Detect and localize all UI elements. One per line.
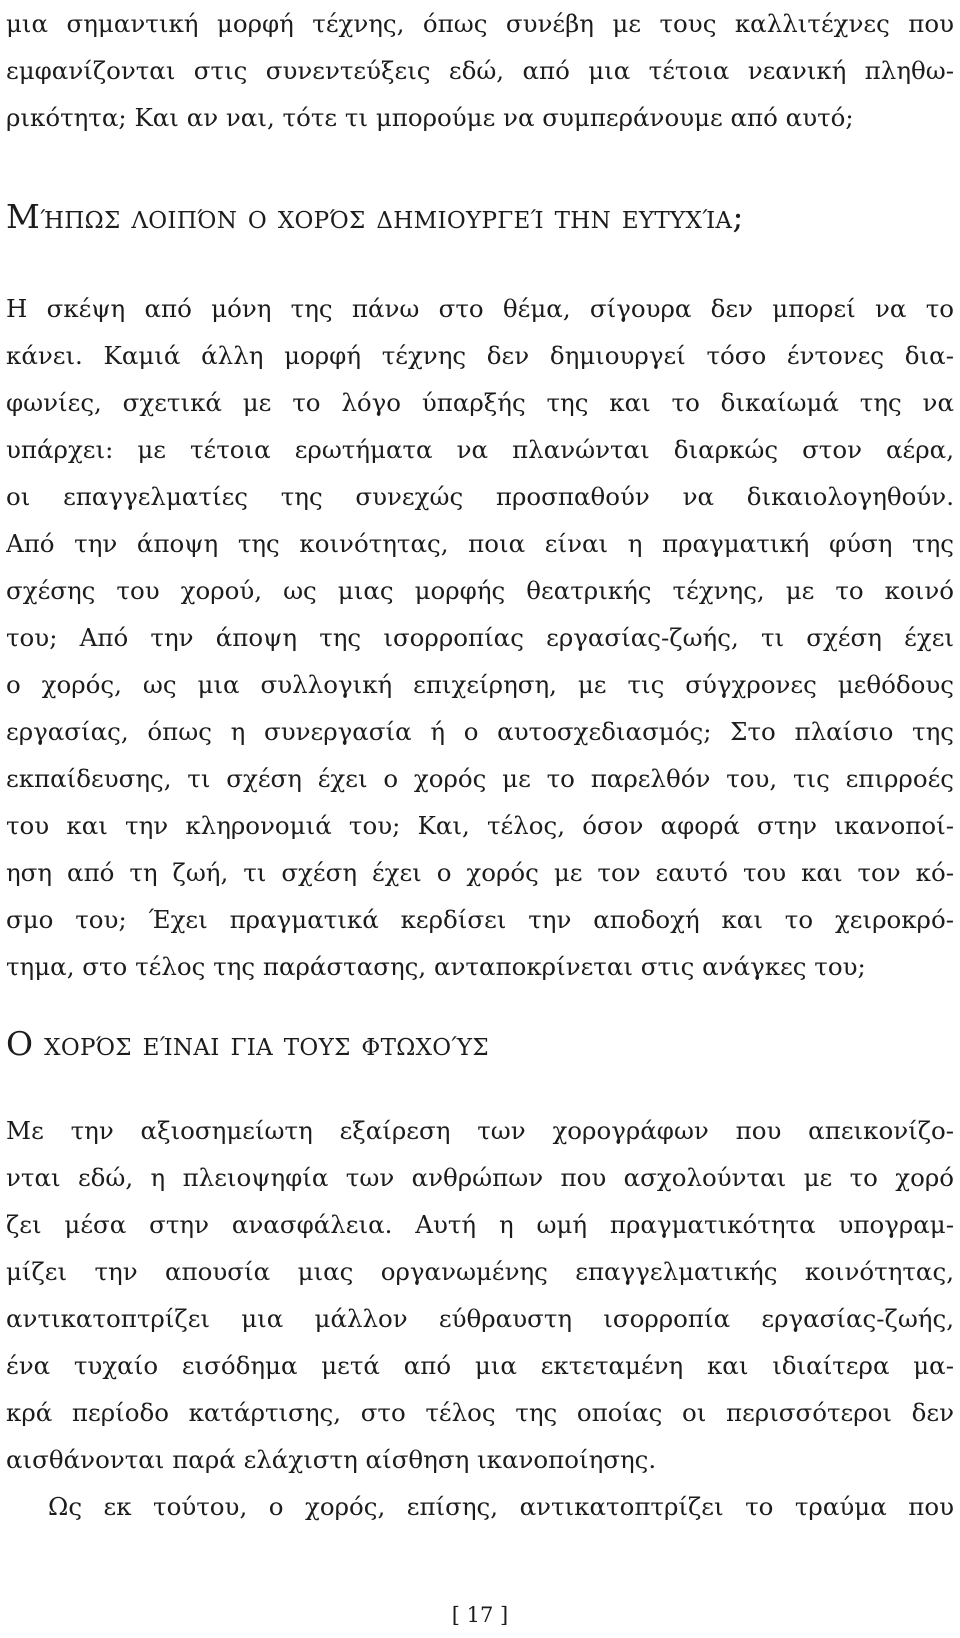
- text-line: ρικότητα; Και αν ναι, τότε τι μπορούμε να συμπεράνουμε από αυτό;: [6, 103, 854, 132]
- text-line: αισθάνονται παρά ελάχιστη αίσθηση ικανοποίησης.: [6, 1445, 657, 1474]
- text-line: νται εδώ, η πλειοψηφία των ανθρώπων που ασχολούνται με το χορό: [6, 1163, 954, 1192]
- text-line: τημα, στο τέλος της παράστασης, ανταποκρίνεται στις ανάγκες του;: [6, 952, 866, 981]
- text-line: ένα τυχαίο εισόδημα μετά από μια εκτεταμένη και ιδιαίτερα μα-: [6, 1351, 954, 1380]
- text-line: υπάρχει: με τέτοια ερωτήματα να πλανώνται διαρκώς στον αέρα,: [6, 435, 954, 464]
- text-line: μια σημαντική μορφή τέχνης, όπως συνέβη με τους καλλιτέχνες που: [6, 9, 954, 38]
- text-line: ηση από τη ζωή, τι σχέση έχει ο χορός με τον εαυτό του και τον κό-: [6, 858, 954, 887]
- text-line: του; Από την άποψη της ισορροπίας εργασίας-ζωής, τι σχέση έχει: [6, 623, 954, 652]
- text-line: κάνει. Καμιά άλλη μορφή τέχνης δεν δημιουργεί τόσο έντονες δια-: [6, 341, 954, 370]
- text-line: του και την κληρονομιά του; Και, τέλος, όσον αφορά στην ικανοποί-: [6, 811, 954, 840]
- text-line: Με την αξιοσημείωτη εξαίρεση των χορογράφων που απεικονίζο-: [6, 1116, 954, 1145]
- text-line: μίζει την απουσία μιας οργανωμένης επαγγελματικής κοινότητας,: [6, 1257, 954, 1286]
- text-line: Ως εκ τούτου, ο χορός, επίσης, αντικατοπτρίζει το τραύμα που: [48, 1492, 954, 1521]
- section-heading: Ο χορός είναι για τους φτωχούς: [6, 1024, 489, 1063]
- text-line: οι επαγγελματίες της συνεχώς προσπαθούν να δικαιολογηθούν.: [6, 482, 954, 511]
- text-line: σχέσης του χορού, ως μιας μορφής θεατρικής τέχνης, με το κοινό: [6, 576, 954, 605]
- intro-paragraph: [6, 0, 954, 141]
- text-line: φωνίες, σχετικά με το λόγο ύπαρξής της και το δικαίωμά της να: [6, 388, 954, 417]
- text-line: εκπαίδευσης, τι σχέση έχει ο χορός με το παρελθόν του, τις επιρροές: [6, 764, 954, 793]
- section1-paragraph: [6, 285, 954, 990]
- page-number: [ 17 ]: [451, 1603, 509, 1627]
- text-line: Από την άποψη της κοινότητας, ποια είναι η πραγματική φύση της: [6, 529, 954, 558]
- text-line: ζει μέσα στην ανασφάλεια. Αυτή η ωμή πραγματικότητα υπογραμ-: [6, 1210, 954, 1239]
- text-line: αντικατοπτρίζει μια μάλλον εύθραυστη ισορροπία εργασίας-ζωής,: [6, 1304, 954, 1333]
- text-line: εργασίας, όπως η συνεργασία ή ο αυτοσχεδιασμός; Στο πλαίσιο της: [6, 717, 954, 746]
- text-line: ο χορός, ως μια συλλογική επιχείρηση, με τις σύγχρονες μεθόδους: [6, 670, 954, 699]
- text-line: σμο του; Έχει πραγματικά κερδίσει την αποδοχή και το χειροκρό-: [6, 905, 954, 934]
- text-line: Η σκέψη από μόνη της πάνω στο θέμα, σίγουρα δεν μπορεί να το: [6, 294, 954, 323]
- section2-paragraph: [6, 1107, 954, 1530]
- text-line: εμφανίζονται στις συνεντεύξεις εδώ, από μια τέτοια νεανική πληθω-: [6, 56, 954, 85]
- section-heading: Μήπως λοιπόν ο χορός δημιουργεί την ευτυχία;: [6, 197, 744, 236]
- text-line: κρά περίοδο κατάρτισης, στο τέλος της οποίας οι περισσότεροι δεν: [6, 1398, 954, 1427]
